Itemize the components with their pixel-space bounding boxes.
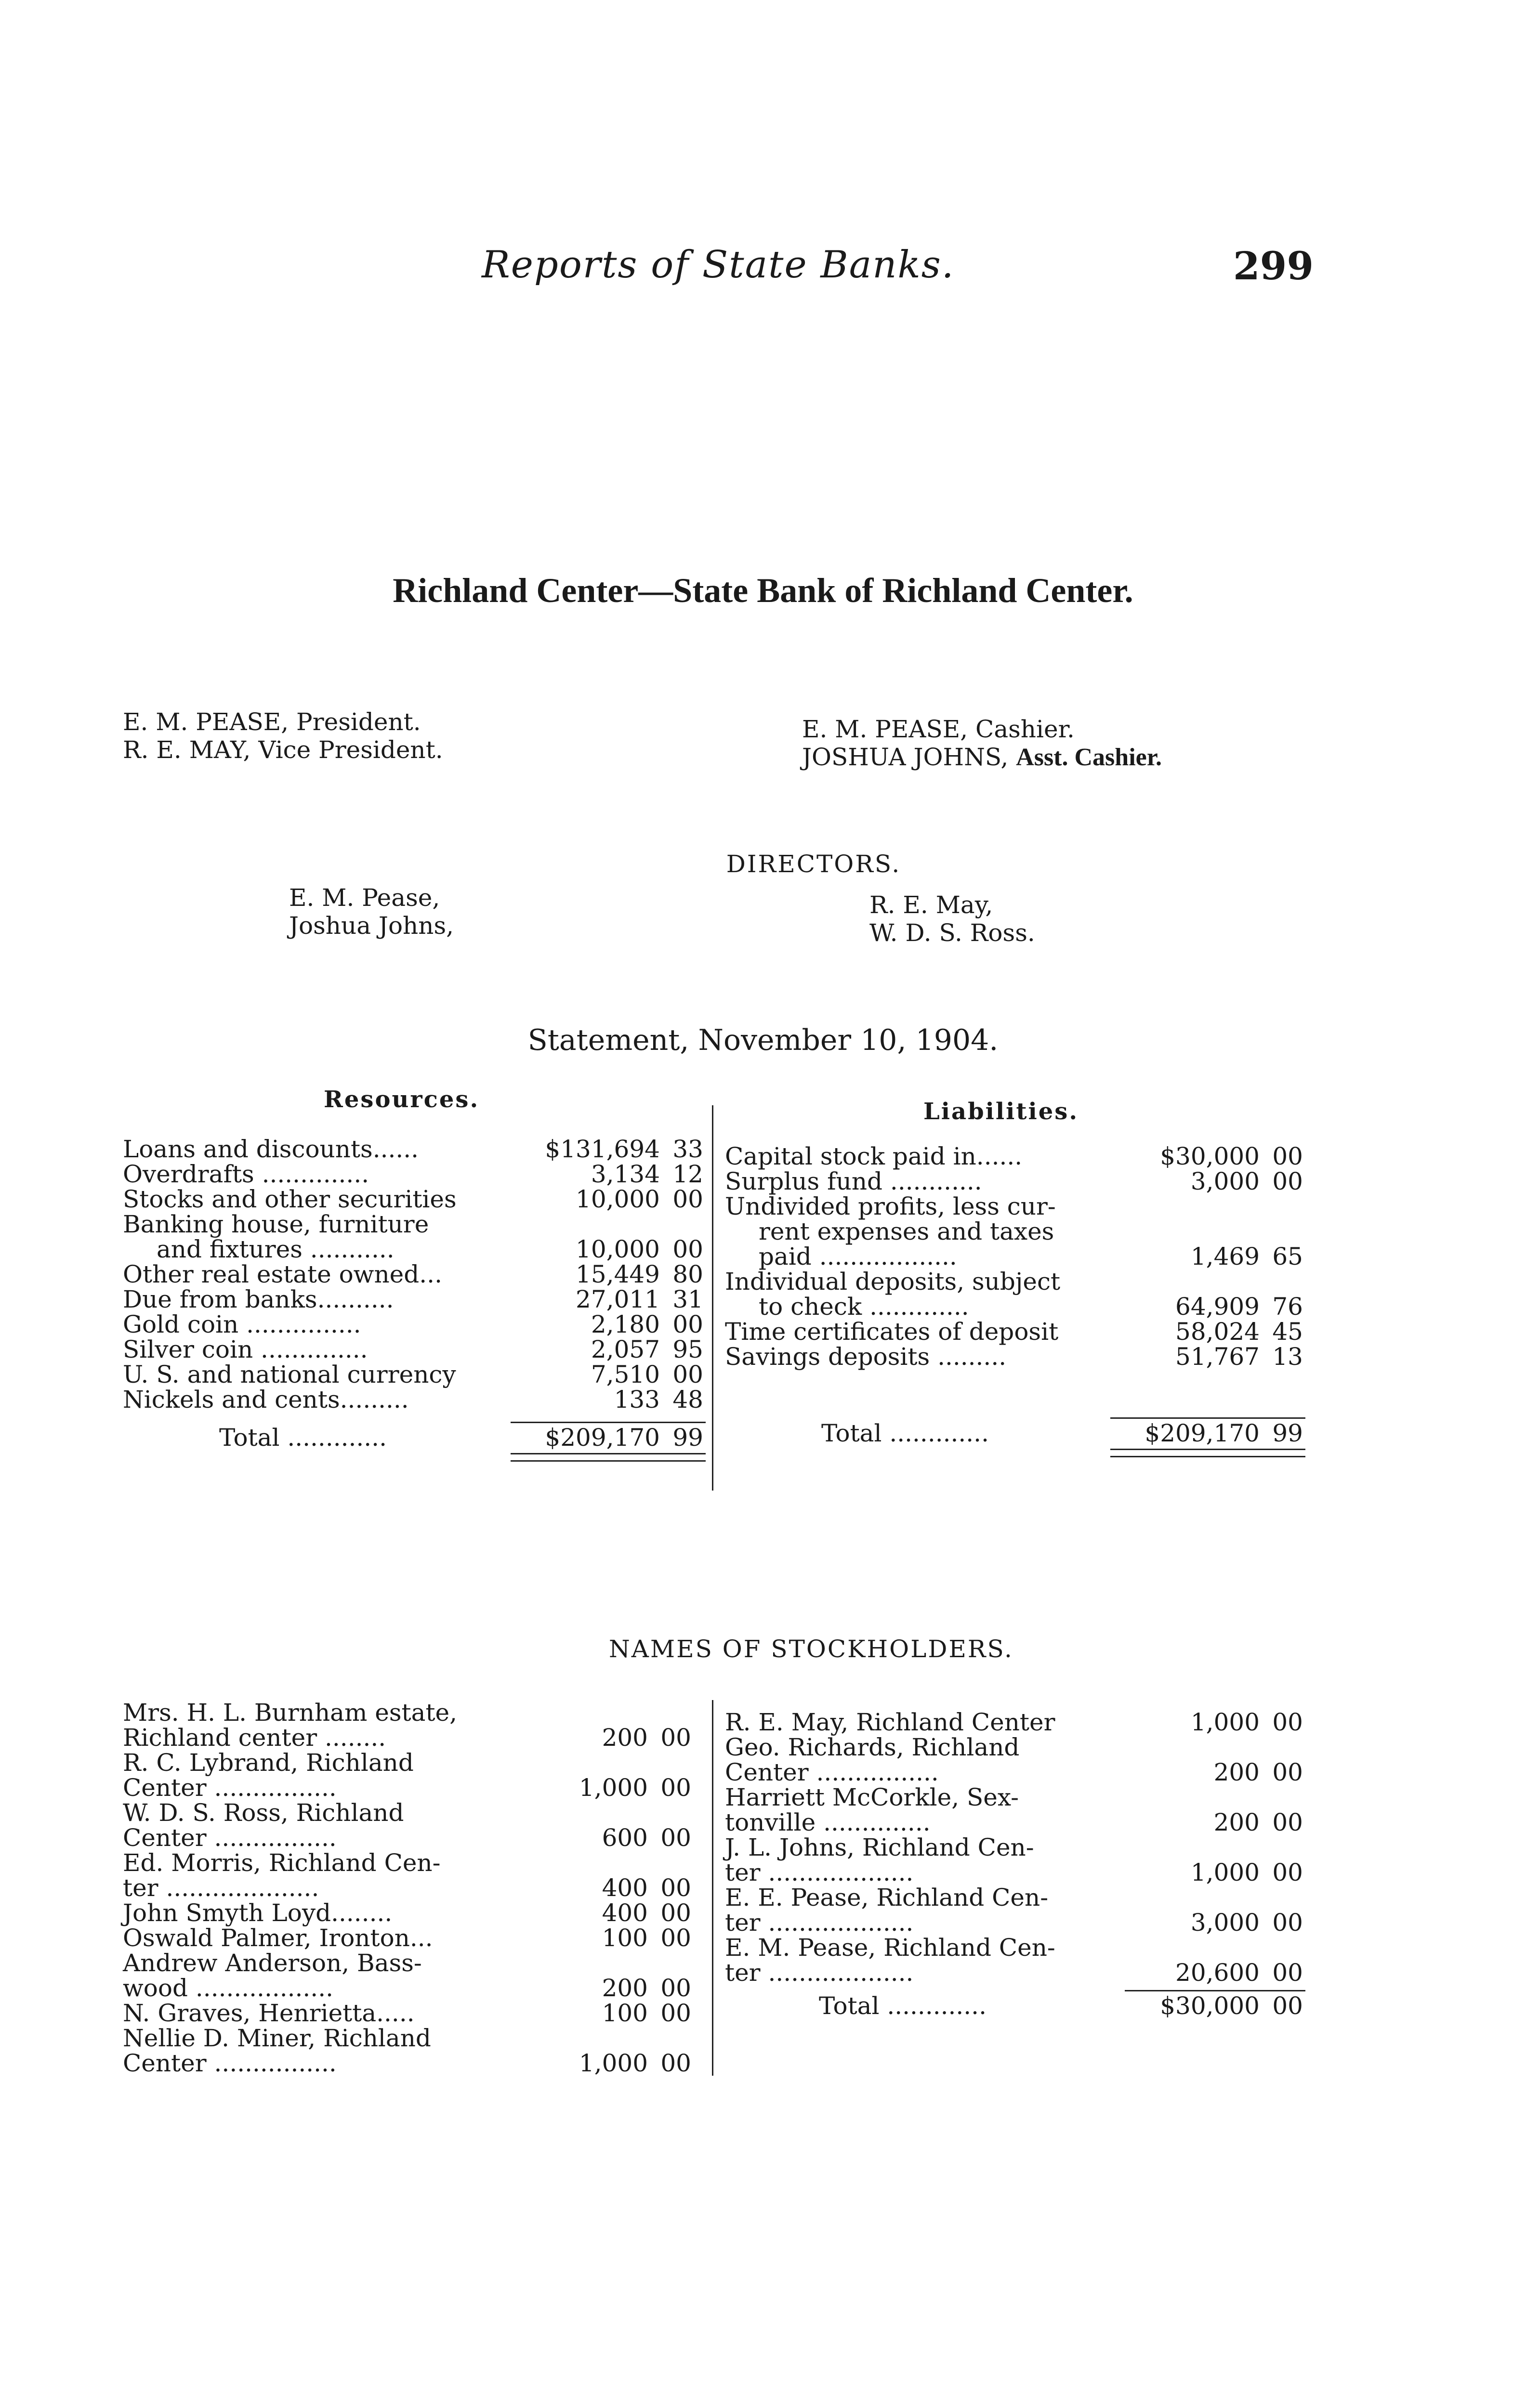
row-amount: 3,000 — [1190, 1909, 1260, 1937]
row-cents: 95 — [672, 1335, 703, 1363]
column-divider — [712, 1700, 713, 2076]
table-row — [725, 1710, 1308, 1735]
table-row — [725, 1194, 1308, 1219]
row-amount: 7,510 — [591, 1361, 660, 1388]
row-amount: 1,000 — [579, 2049, 648, 2077]
row-cents: 00 — [1272, 1858, 1303, 1886]
row-cents: 00 — [660, 1774, 691, 1802]
row-label: to check ............. — [759, 1293, 969, 1321]
total-rule — [511, 1422, 706, 1423]
row-label: Silver coin .............. — [123, 1335, 368, 1363]
running-title: Reports of State Banks. — [482, 243, 955, 287]
table-row — [123, 1750, 706, 1775]
table-row — [123, 1362, 706, 1387]
table-row — [123, 1900, 706, 1925]
total-amount: $209,170 — [545, 1424, 660, 1452]
directors-heading: DIRECTORS. — [726, 850, 901, 878]
double-rule — [511, 1453, 706, 1462]
table-row — [123, 1775, 706, 1800]
row-label: Geo. Richards, Richland — [725, 1733, 1020, 1761]
table-row — [123, 2026, 706, 2051]
table-row — [725, 1885, 1308, 1910]
total-label: Total ............. — [819, 1992, 987, 2020]
table-row — [123, 2051, 706, 2076]
directors-right — [869, 891, 1035, 947]
table-row — [123, 2001, 706, 2026]
row-label: R. C. Lybrand, Richland — [123, 1749, 414, 1777]
table-row — [123, 1850, 706, 1875]
table-row — [725, 1935, 1308, 1960]
director-name: R. E. May, — [869, 891, 993, 919]
resources-heading: Resources. — [324, 1086, 480, 1113]
row-cents: 00 — [1272, 1909, 1303, 1937]
row-cents: 00 — [1272, 1708, 1303, 1736]
table-row — [725, 1344, 1308, 1369]
row-cents: 80 — [672, 1260, 703, 1288]
director-name: Joshua Johns, — [289, 912, 454, 940]
row-amount: 200 — [602, 1974, 648, 2002]
table-row — [725, 1735, 1308, 1760]
double-rule — [1110, 1449, 1305, 1457]
table-row — [123, 1950, 706, 1976]
stockholders-right-table — [725, 1710, 1308, 2018]
row-cents: 00 — [1272, 1758, 1303, 1786]
row-label: Nickels and cents......... — [123, 1386, 409, 1413]
table-row — [725, 1910, 1308, 1935]
table-row — [725, 1760, 1308, 1785]
row-label: U. S. and national currency — [123, 1361, 456, 1388]
row-label: Center ................ — [725, 1758, 939, 1786]
officer-president: E. M. PEASE, President. — [123, 708, 421, 736]
row-amount: 3,000 — [1190, 1167, 1260, 1195]
asst-cashier-title: Asst. Cashier. — [1016, 744, 1162, 771]
row-label: Individual deposits, subject — [725, 1268, 1061, 1296]
row-label: R. E. May, Richland Center — [725, 1708, 1055, 1736]
row-label: J. L. Johns, Richland Cen- — [725, 1833, 1034, 1861]
total-row — [725, 1993, 1308, 2018]
running-header — [0, 243, 1526, 291]
table-row — [123, 1262, 706, 1287]
row-amount: 20,600 — [1175, 1959, 1260, 1987]
row-amount: 10,000 — [576, 1185, 660, 1213]
officers-right — [802, 715, 1162, 772]
row-label: ter ................... — [725, 1909, 914, 1937]
table-row — [123, 1337, 706, 1362]
resources-table — [123, 1137, 706, 1462]
row-label: Loans and discounts...... — [123, 1135, 419, 1163]
total-amount: $30,000 — [1160, 1992, 1260, 2020]
row-cents: 45 — [1272, 1318, 1303, 1346]
row-cents: 33 — [672, 1135, 703, 1163]
row-cents: 00 — [660, 1874, 691, 1902]
liabilities-table — [725, 1144, 1308, 1457]
row-label: and fixtures ........... — [157, 1235, 395, 1263]
row-cents: 31 — [672, 1285, 703, 1313]
row-cents: 00 — [660, 1724, 691, 1752]
table-row — [725, 1169, 1308, 1194]
directors-left — [289, 884, 454, 940]
table-row — [725, 1144, 1308, 1169]
row-label: N. Graves, Henrietta..... — [123, 1999, 415, 2027]
officer-cashier: E. M. PEASE, Cashier. — [802, 715, 1075, 743]
row-label: W. D. S. Ross, Richland — [123, 1799, 404, 1827]
table-row — [123, 1187, 706, 1212]
row-amount: 100 — [602, 1999, 648, 2027]
page-number: 299 — [1233, 243, 1314, 288]
row-cents: 76 — [1272, 1293, 1303, 1321]
director-name: E. M. Pease, — [289, 884, 440, 912]
table-row — [123, 1237, 706, 1262]
stockholders-left-table — [123, 1700, 706, 2076]
row-cents: 00 — [672, 1310, 703, 1338]
table-row — [123, 1925, 706, 1950]
row-amount: 58,024 — [1175, 1318, 1260, 1346]
table-row — [123, 1825, 706, 1850]
row-label: Time certificates of deposit — [725, 1318, 1059, 1346]
row-label: Stocks and other securities — [123, 1185, 457, 1213]
row-label: John Smyth Loyd........ — [123, 1899, 393, 1927]
row-amount: 600 — [602, 1824, 648, 1852]
row-cents: 00 — [660, 1899, 691, 1927]
row-cents: 00 — [660, 1824, 691, 1852]
row-label: Gold coin ............... — [123, 1310, 361, 1338]
row-label: ter .................... — [123, 1874, 319, 1902]
row-amount: 400 — [602, 1899, 648, 1927]
total-row — [725, 1421, 1308, 1446]
total-rule — [1110, 1417, 1305, 1419]
row-label: Due from banks.......... — [123, 1285, 394, 1313]
row-cents: 00 — [672, 1235, 703, 1263]
table-row — [725, 1860, 1308, 1885]
asst-cashier-name: JOSHUA JOHNS, — [802, 743, 1009, 771]
row-label: Mrs. H. L. Burnham estate, — [123, 1699, 458, 1727]
total-rule — [1125, 1990, 1305, 1991]
row-amount: 200 — [1213, 1808, 1260, 1836]
total-label: Total ............. — [219, 1424, 387, 1452]
row-amount: 10,000 — [576, 1235, 660, 1263]
table-row — [725, 1960, 1308, 1985]
row-label: wood .................. — [123, 1974, 333, 2002]
row-amount: 1,469 — [1190, 1243, 1260, 1270]
row-label: Nellie D. Miner, Richland — [123, 2024, 431, 2052]
total-label: Total ............. — [821, 1419, 989, 1447]
row-label: Richland center ........ — [123, 1724, 386, 1752]
row-cents: 48 — [672, 1386, 703, 1413]
row-amount: 27,011 — [576, 1285, 660, 1313]
row-amount: 1,000 — [1190, 1858, 1260, 1886]
table-row — [123, 1976, 706, 2001]
table-row — [123, 1312, 706, 1337]
table-row — [123, 1137, 706, 1162]
total-row — [123, 1425, 706, 1450]
total-amount: $209,170 — [1144, 1419, 1260, 1447]
row-label: Savings deposits ......... — [725, 1343, 1007, 1371]
row-label: Other real estate owned... — [123, 1260, 442, 1288]
table-row — [123, 1725, 706, 1750]
director-name: W. D. S. Ross. — [869, 919, 1035, 947]
column-divider — [712, 1105, 713, 1491]
row-label: tonville .............. — [725, 1808, 931, 1836]
table-row — [123, 1700, 706, 1725]
row-amount: $131,694 — [545, 1135, 660, 1163]
table-row — [725, 1810, 1308, 1835]
row-cents: 00 — [1272, 1142, 1303, 1170]
row-label: Andrew Anderson, Bass- — [123, 1949, 422, 1977]
table-row — [123, 1162, 706, 1187]
table-row — [123, 1287, 706, 1312]
row-cents: 13 — [1272, 1343, 1303, 1371]
table-row — [725, 1294, 1308, 1319]
total-cents: 00 — [1272, 1992, 1303, 2020]
row-cents: 00 — [660, 1999, 691, 2027]
table-row — [725, 1269, 1308, 1294]
row-amount: 100 — [602, 1924, 648, 1952]
total-cents: 99 — [1272, 1419, 1303, 1447]
table-row — [725, 1785, 1308, 1810]
row-label: Ed. Morris, Richland Cen- — [123, 1849, 441, 1877]
bank-title: Richland Center—State Bank of Richland Center. — [393, 571, 1133, 610]
row-cents: 65 — [1272, 1243, 1303, 1270]
row-label: Center ................ — [123, 1824, 337, 1852]
row-label: Center ................ — [123, 1774, 337, 1802]
statement-heading: Statement, November 10, 1904. — [527, 1023, 999, 1057]
row-amount: 1,000 — [1190, 1708, 1260, 1736]
table-row — [725, 1219, 1308, 1244]
row-label: Harriett McCorkle, Sex- — [725, 1783, 1019, 1811]
row-label: ter ................... — [725, 1858, 914, 1886]
table-row — [123, 1212, 706, 1237]
row-amount: 200 — [1213, 1758, 1260, 1786]
row-amount: 1,000 — [579, 1774, 648, 1802]
row-label: rent expenses and taxes — [759, 1217, 1054, 1245]
row-label: E. M. Pease, Richland Cen- — [725, 1934, 1055, 1962]
row-label: E. E. Pease, Richland Cen- — [725, 1884, 1049, 1911]
row-cents: 00 — [1272, 1959, 1303, 1987]
row-label: Center ................ — [123, 2049, 337, 2077]
row-amount: 2,180 — [591, 1310, 660, 1338]
row-amount: 133 — [614, 1386, 660, 1413]
row-amount: 3,134 — [591, 1160, 660, 1188]
row-amount: 64,909 — [1175, 1293, 1260, 1321]
row-label: Overdrafts .............. — [123, 1160, 369, 1188]
row-amount: 51,767 — [1175, 1343, 1260, 1371]
row-cents: 12 — [672, 1160, 703, 1188]
row-label: paid .................. — [759, 1243, 957, 1270]
row-label: Undivided profits, less cur- — [725, 1192, 1056, 1220]
row-cents: 00 — [660, 2049, 691, 2077]
officer-vice-president: R. E. MAY, Vice President. — [123, 736, 443, 764]
table-row — [725, 1835, 1308, 1860]
total-cents: 99 — [672, 1424, 703, 1452]
row-cents: 00 — [660, 1974, 691, 2002]
table-row — [725, 1319, 1308, 1344]
row-amount: 200 — [602, 1724, 648, 1752]
row-label: ter ................... — [725, 1959, 914, 1987]
row-amount: 400 — [602, 1874, 648, 1902]
row-amount: 2,057 — [591, 1335, 660, 1363]
row-cents: 00 — [672, 1361, 703, 1388]
table-row — [123, 1387, 706, 1412]
row-label: Oswald Palmer, Ironton... — [123, 1924, 433, 1952]
row-cents: 00 — [672, 1185, 703, 1213]
row-label: Banking house, furniture — [123, 1210, 429, 1238]
row-label: Surplus fund ............ — [725, 1167, 982, 1195]
row-cents: 00 — [660, 1924, 691, 1952]
row-amount: 15,449 — [576, 1260, 660, 1288]
liabilities-heading: Liabilities. — [923, 1098, 1079, 1125]
table-row — [123, 1800, 706, 1825]
officers-left — [123, 708, 443, 764]
row-label: Capital stock paid in...... — [725, 1142, 1023, 1170]
table-row — [725, 1244, 1308, 1269]
row-cents: 00 — [1272, 1808, 1303, 1836]
stockholders-heading: NAMES OF STOCKHOLDERS. — [609, 1635, 1013, 1663]
officer-asst-cashier — [802, 743, 1162, 772]
table-row — [123, 1875, 706, 1900]
row-cents: 00 — [1272, 1167, 1303, 1195]
row-amount: $30,000 — [1160, 1142, 1260, 1170]
